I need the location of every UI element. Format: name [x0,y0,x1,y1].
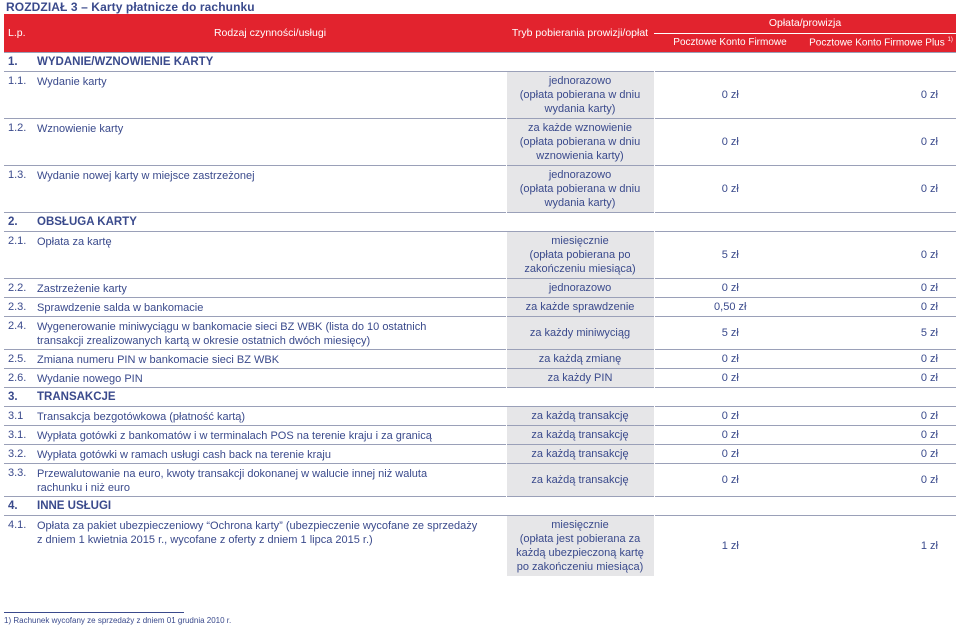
fee-table [4,14,956,576]
fee-account-1: 0 zł [654,368,806,387]
mode-line: (opłata pobierana w dniu [519,135,641,148]
mode-line: za każdą transakcję [531,447,629,460]
mode-line: jednorazowo [548,74,612,87]
mode-line: za każdą transakcję [531,409,629,422]
row-mode [506,425,654,444]
row-mode [506,444,654,463]
row-description [34,463,506,496]
fee-account-2: 0 zł [806,71,956,118]
row-description [34,231,506,278]
section-row [4,496,956,515]
mode-line: za każdą zmianę [538,352,622,365]
fee-account-2: 0 zł [806,231,956,278]
section-title: WYDANIE/WZNOWIENIE KARTY [34,52,956,71]
row-number: 2.6. [4,368,34,387]
row-description [34,297,506,316]
fee-account-2: 0 zł [806,444,956,463]
header-activity: Rodzaj czynności/usługi [34,14,506,52]
header-account-2: Pocztowe Konto Firmowe Plus $^{1)}$ [806,33,956,52]
mode-line: za każde wznowienie [528,121,632,134]
header-account-1: Pocztowe Konto Firmowe [654,33,806,52]
description-line: Zastrzeżenie karty [37,282,127,295]
fee-account-2: 0 zł [806,349,956,368]
section-row [4,387,956,406]
fee-account-2: 5 zł [806,316,956,349]
row-mode [506,297,654,316]
row-mode [506,406,654,425]
row-mode [506,278,654,297]
row-number: 3.1 [4,406,34,425]
row-description [34,515,506,576]
row-number: 2.5. [4,349,34,368]
table-row [4,165,956,212]
row-mode [506,71,654,118]
table-row [4,444,956,463]
section-number: 3. [4,387,34,406]
fee-account-1: 0 zł [654,118,806,165]
row-description [34,165,506,212]
header-mode: Tryb pobierania prowizji/opłat [506,14,654,52]
table-row [4,425,956,444]
row-number: 1.2. [4,118,34,165]
table-row [4,71,956,118]
fee-account-2: 0 zł [806,463,956,496]
section-title: INNE USŁUGI [34,496,956,515]
mode-line: wznowienia karty) [536,149,624,162]
row-description [34,118,506,165]
table-row [4,515,956,576]
mode-line: wydania karty) [544,102,616,115]
page-title: ROZDZIAŁ 3 – Karty płatnicze do rachunku [6,0,255,14]
row-description [34,368,506,387]
fee-account-2: 0 zł [806,406,956,425]
fee-account-1: 5 zł [654,231,806,278]
mode-line: za każdą transakcję [531,473,629,486]
fee-account-1: 0 zł [654,278,806,297]
description-line: Wypłata gotówki z bankomatów i w terminalach POS na terenie kraju i za granicą [37,429,432,442]
fee-account-2: 0 zł [806,165,956,212]
mode-line: (opłata pobierana po [529,248,631,261]
footnote: 1) Rachunek wycofany ze sprzedaży z dniem 01 grudnia 2010 r. [4,616,232,625]
fee-account-1: 0 zł [654,349,806,368]
description-line: Wydanie nowej karty w miejsce zastrzeżonej [37,169,255,182]
section-title: TRANSAKCJE [34,387,956,406]
description-line: Wznowienie karty [37,122,124,135]
row-description [34,278,506,297]
description-line: Wydanie nowego PIN [37,372,143,385]
mode-line: za każdą transakcję [531,428,629,441]
description-line: Wygenerowanie miniwyciągu w bankomacie sieci BZ WBK (lista do 10 ostatnich [37,320,427,333]
mode-line: jednorazowo [548,168,612,181]
mode-line: (opłata jest pobierana za [519,532,641,545]
fee-table-body [4,52,956,576]
row-mode [506,316,654,349]
footnote-divider [4,612,184,613]
row-number: 3.1. [4,425,34,444]
row-description [34,406,506,425]
table-row [4,278,956,297]
row-number: 4.1. [4,515,34,576]
description-line: Wypłata gotówki w ramach usługi cash back na terenie kraju [37,448,331,461]
mode-line: za każdy miniwyciąg [529,326,631,339]
table-row [4,118,956,165]
fee-account-1: 0 zł [654,463,806,496]
table-row [4,349,956,368]
description-line: Zmiana numeru PIN w bankomacie sieci BZ WBK [37,353,280,366]
row-description [34,316,506,349]
row-mode [506,231,654,278]
description-line: Transakcja bezgotówkowa (płatność kartą) [37,410,246,423]
mode-line: miesięcznie [551,234,609,247]
table-row [4,297,956,316]
row-mode [506,118,654,165]
row-number: 3.3. [4,463,34,496]
fee-account-1: 0 zł [654,165,806,212]
table-row [4,316,956,349]
description-line: Wydanie karty [37,75,107,88]
description-line: transakcji zrealizowanych kartą w okresie ostatnich dwóch miesięcy) [37,334,371,347]
section-number: 4. [4,496,34,515]
table-row [4,368,956,387]
mode-line: za każdy PIN [547,371,613,384]
row-mode [506,515,654,576]
section-title: OBSŁUGA KARTY [34,212,956,231]
row-mode [506,349,654,368]
row-number: 2.4. [4,316,34,349]
description-line: Opłata za pakiet ubezpieczeniowy “Ochrona karty” (ubezpieczenie wycofane ze sprzedaży [37,519,478,532]
description-line: Przewalutowanie na euro, kwoty transakcji dokonanej w walucie innej niż waluta [37,467,428,480]
table-row [4,406,956,425]
fee-account-1: 0 zł [654,406,806,425]
row-number: 1.1. [4,71,34,118]
row-mode [506,368,654,387]
description-line: rachunku i niż euro [37,481,130,494]
header-lp: L.p. [4,14,34,52]
fee-account-2: 0 zł [806,297,956,316]
mode-line: (opłata pobierana w dniu [519,88,641,101]
row-description [34,444,506,463]
description-line: Opłata za kartę [37,235,112,248]
fee-account-1: 5 zł [654,316,806,349]
fee-account-2: 1 zł [806,515,956,576]
mode-line: jednorazowo [548,281,612,294]
fee-account-1: 0 zł [654,425,806,444]
fee-account-1: 0 zł [654,71,806,118]
mode-line: każdą ubezpieczoną kartę [516,546,644,559]
mode-line: po zakończeniu miesiąca) [516,560,644,573]
section-row [4,212,956,231]
mode-line: miesięcznie [551,518,609,531]
section-row [4,52,956,71]
row-number: 2.3. [4,297,34,316]
description-line: z dniem 1 kwietnia 2015 r., wycofane z oferty z dniem 1 lipca 2015 r.) [37,533,373,546]
fee-account-2: 0 zł [806,278,956,297]
section-number: 1. [4,52,34,71]
fee-account-1: 1 zł [654,515,806,576]
row-description [34,71,506,118]
row-description [34,349,506,368]
row-mode [506,165,654,212]
mode-line: za każde sprawdzenie [525,300,635,313]
row-description [34,425,506,444]
header-fee-group: Opłata/prowizja [654,14,956,33]
row-number: 3.2. [4,444,34,463]
table-row [4,231,956,278]
mode-line: zakończeniu miesiąca) [524,262,636,275]
row-mode [506,463,654,496]
fee-account-1: 0 zł [654,444,806,463]
fee-account-2: 0 zł [806,425,956,444]
fee-account-2: 0 zł [806,118,956,165]
table-row [4,463,956,496]
description-line: Sprawdzenie salda w bankomacie [37,301,204,314]
section-number: 2. [4,212,34,231]
row-number: 2.2. [4,278,34,297]
row-number: 2.1. [4,231,34,278]
mode-line: wydania karty) [544,196,616,209]
fee-account-2: 0 zł [806,368,956,387]
row-number: 1.3. [4,165,34,212]
mode-line: (opłata pobierana w dniu [519,182,641,195]
fee-account-1: 0,50 zł [654,297,806,316]
